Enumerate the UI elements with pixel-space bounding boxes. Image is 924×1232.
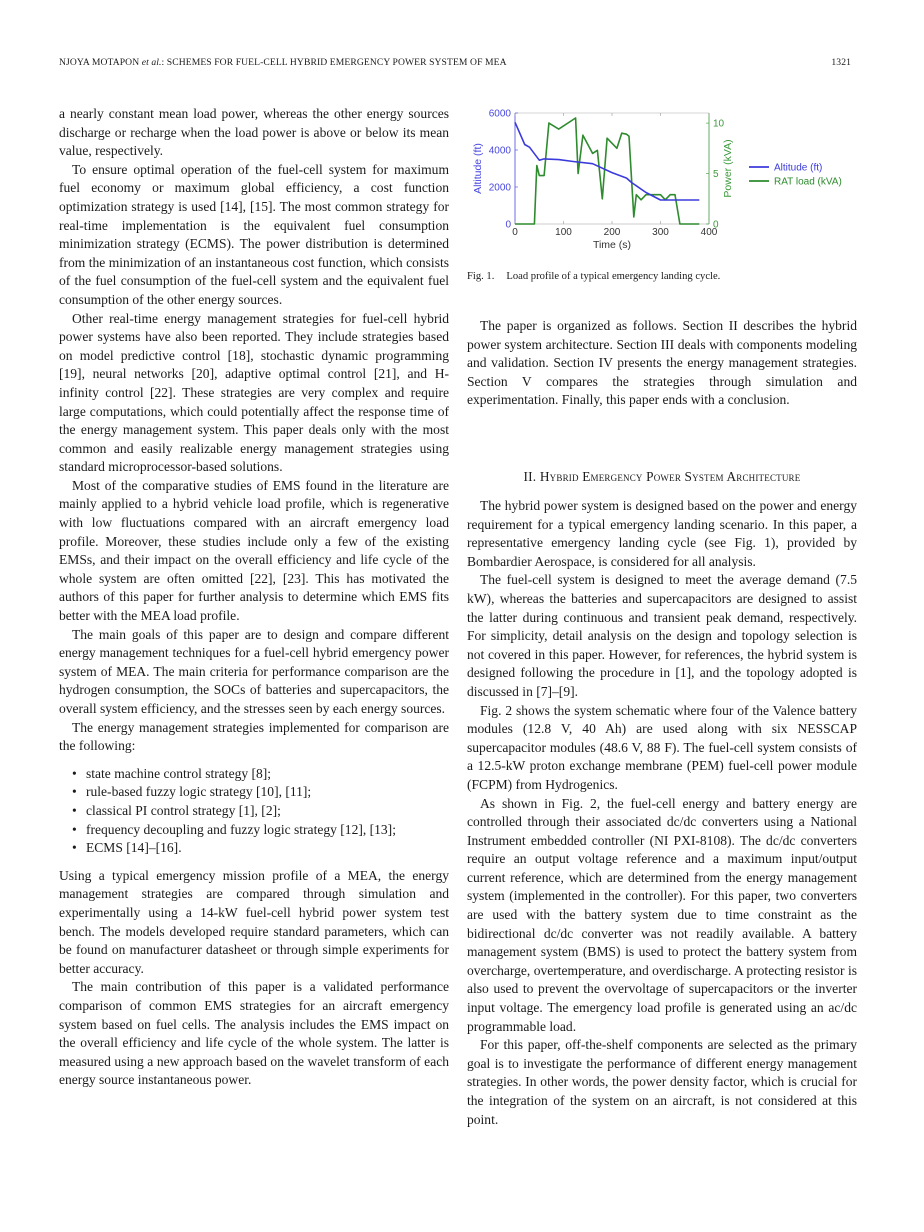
chart-lines — [515, 118, 699, 224]
y-tick-label: 4000 — [488, 145, 511, 157]
list-item: • rule-based fuzzy logic strategy [10], [11]; — [72, 783, 449, 802]
paragraph: The paper is organized as follows. Section II describes the hybrid power system architecture. Section III deals with components modeling and validation. Section IV presents the energy management strategies. Section V compares the strategies through simulation and experimentation. Finally, this paper ends with a conclusion. — [467, 318, 857, 408]
paragraph: Other real-time energy management strategies for fuel-cell hybrid power systems have also been reported. They include strategies based on model predictive control [18], stochastic dynamic programming [19], neural networks [20], adaptive optimal control [21], and H-infinity control [22]. These strategies are very complex and require large computations, which could potentially affect the response time of the energy management system. This paper deals only with the most common and easily realizable energy management strategies using standard microprocessor-based solutions. — [59, 310, 449, 475]
right-intro — [467, 317, 857, 410]
list-item: • state machine control strategy [8]; — [72, 765, 449, 784]
paragraph: Fig. 2 shows the system schematic where four of the Valence battery modules (12.8 V, 40 Ah) are used along with six NESSCAP supercapacitor modules (48.6 V, 88 F). The fuel-cell system consists of a 12.5-kW proton exchange membrane (PEM) fuel-cell power module (FCPM) from Hydrogenics. — [467, 702, 857, 792]
y-tick-label: 6000 — [488, 108, 511, 120]
x-tick-label: 400 — [700, 227, 718, 238]
list-item: • frequency decoupling and fuzzy logic strategy [12], [13]; — [72, 821, 449, 840]
paragraph: The main goals of this paper are to design and compare different energy management techniques for a fuel-cell hybrid emergency power system of MEA. The main criteria for performance comparison are the hydrogen consumption, the SOCs of batteries and supercapacitors, the overall system efficiency, and the stresses seen by each energy sources. — [59, 626, 449, 716]
x-tick-label: 0 — [512, 227, 518, 238]
x-tick-label: 300 — [652, 227, 669, 238]
paragraph: a nearly constant mean load power, whereas the other energy sources discharge or recharge when the load power is above or below its mean value, respectively. — [59, 106, 449, 159]
load-profile-chart — [467, 104, 857, 264]
x-tick-label: 200 — [603, 227, 621, 238]
right-column — [467, 497, 857, 1129]
legend-rat-label: RAT load (kVA) — [774, 176, 842, 188]
section-number: II. — [523, 469, 537, 484]
header-etal: et al. — [141, 57, 162, 68]
running-header — [59, 57, 851, 71]
x-tick-label: 100 — [555, 227, 572, 238]
paragraph: For this paper, off-the-shelf components are selected as the primary goal is to investigate the performance of different energy management strategies. In other words, the power density factor, which is crucial for the integration of the system on an aircraft, is not considered at this point. — [467, 1037, 857, 1127]
chart-axes — [472, 109, 734, 252]
paragraph: Most of the comparative studies of EMS found in the literature are mainly applied to a hybrid vehicle load profile, which is regenerative with low fluctuations compared with an aircraft emergency load profile. Moreover, these studies include only a few of the existing EMSs, and their impact on the overall efficiency and life cycle of the whole system are often omitted [22], [23]. This has motivated the authors of this paper for further analysis to determine which EMS fits better with the MEA load profile. — [59, 477, 449, 624]
header-authors: NJOYA MOTAPON — [59, 57, 140, 68]
section-heading — [467, 469, 857, 485]
altitude-line — [515, 122, 699, 200]
left-column — [59, 105, 449, 1090]
y2-tick-label: 5 — [713, 169, 719, 181]
list-item: • ECMS [14]–[16]. — [72, 839, 449, 858]
running-title — [59, 57, 507, 68]
list-item: • classical PI control strategy [1], [2]; — [72, 802, 449, 821]
paragraph: The fuel-cell system is designed to meet the average demand (7.5 kW), whereas the batteries and supercapacitors are designed to assist the latter during continuous and transient peak demand, respectively. For simplicity, detail analysis on the design and topology selection is not covered in this paper. However, for references, the hybrid system is designed following the procedure in [1], and the topology adopted is discussed in [7]–[9]. — [467, 572, 857, 699]
y2-axis-label: Power (kVA) — [722, 139, 734, 198]
paragraph: The energy management strategies implemented for comparison are the following: — [59, 719, 449, 754]
caption-text: Load profile of a typical emergency landing cycle. — [506, 271, 721, 282]
caption-label: Fig. 1. — [467, 271, 495, 282]
figure-caption — [467, 271, 720, 282]
y-tick-label: 0 — [505, 219, 511, 231]
header-title: : SCHEMES FOR FUEL-CELL HYBRID EMERGENCY POWER SYSTEM OF MEA — [161, 57, 507, 68]
x-axis-label: Time (s) — [592, 239, 632, 251]
y-axis-label: Altitude (ft) — [472, 143, 484, 194]
y-tick-label: 2000 — [488, 182, 511, 194]
y2-tick-label: 0 — [713, 219, 719, 231]
paragraph: To ensure optimal operation of the fuel-cell system for maximum fuel economy or maximum global efficiency, a cost function optimization strategy is used [14], [15]. The most common strategy for real-time implementation is the equivalent fuel consumption minimization strategy (ECMS). The power distribution is determined from the minimization of an instantaneous cost function, which consists of the fuel consumption of the fuel-cell system and the equivalent fuel consumption of the other energy sources. — [59, 161, 449, 307]
paragraph: Using a typical emergency mission profile of a MEA, the energy management strategies are compared through simulation and experimentally using a 14-kW fuel-cell hybrid power system test bench. The models developed require standard parameters, which can be found on manufacturer datasheet or through simple experiments for better accuracy. — [59, 867, 449, 976]
legend-altitude-label: Altitude (ft) — [774, 162, 823, 174]
paragraph: The hybrid power system is designed based on the power and energy requirement for a typical emergency landing scenario. In this paper, a representative emergency landing cycle (see Fig. 1), provided by Bombardier Aerospace, is considered for all analysis. — [467, 498, 857, 569]
paragraph: As shown in Fig. 2, the fuel-cell energy and battery energy are controlled through their associated dc/dc converters using a National Instrument embedded controller (NI PXI-8108). The dc/dc converters require an output voltage reference and a maximum input/output current reference, which are determined from the energy management system (implemented in the controller). For this paper, two converters are used with the battery system due to time constraint as the bidirectional dc/dc converter was not readily available. A battery management system (BMS) is used to protect the battery system from overcharge, overtemperature, and overdischarge. A protecting resistor is also used to prevent the overvoltage of supercapacitors or the inverter input voltage. The emergency load profile is generated using an ac/dc programmable load. — [467, 795, 857, 1034]
strategy-list — [59, 765, 449, 858]
figure-1 — [467, 104, 857, 264]
section-title: Hybrid Emergency Power System Architecture — [539, 469, 801, 484]
paragraph: The main contribution of this paper is a validated performance comparison of common EMS strategies for an aircraft emergency system based on fuel cells. The analysis includes the EMS impact on the overall efficiency and life cycle of the whole system. The latter is measured using a new approach based on the wavelet transform of each energy source instantaneous power. — [59, 979, 449, 1088]
y2-tick-label: 10 — [713, 118, 725, 130]
page-number: 1321 — [831, 57, 851, 68]
chart-legend — [749, 163, 842, 188]
